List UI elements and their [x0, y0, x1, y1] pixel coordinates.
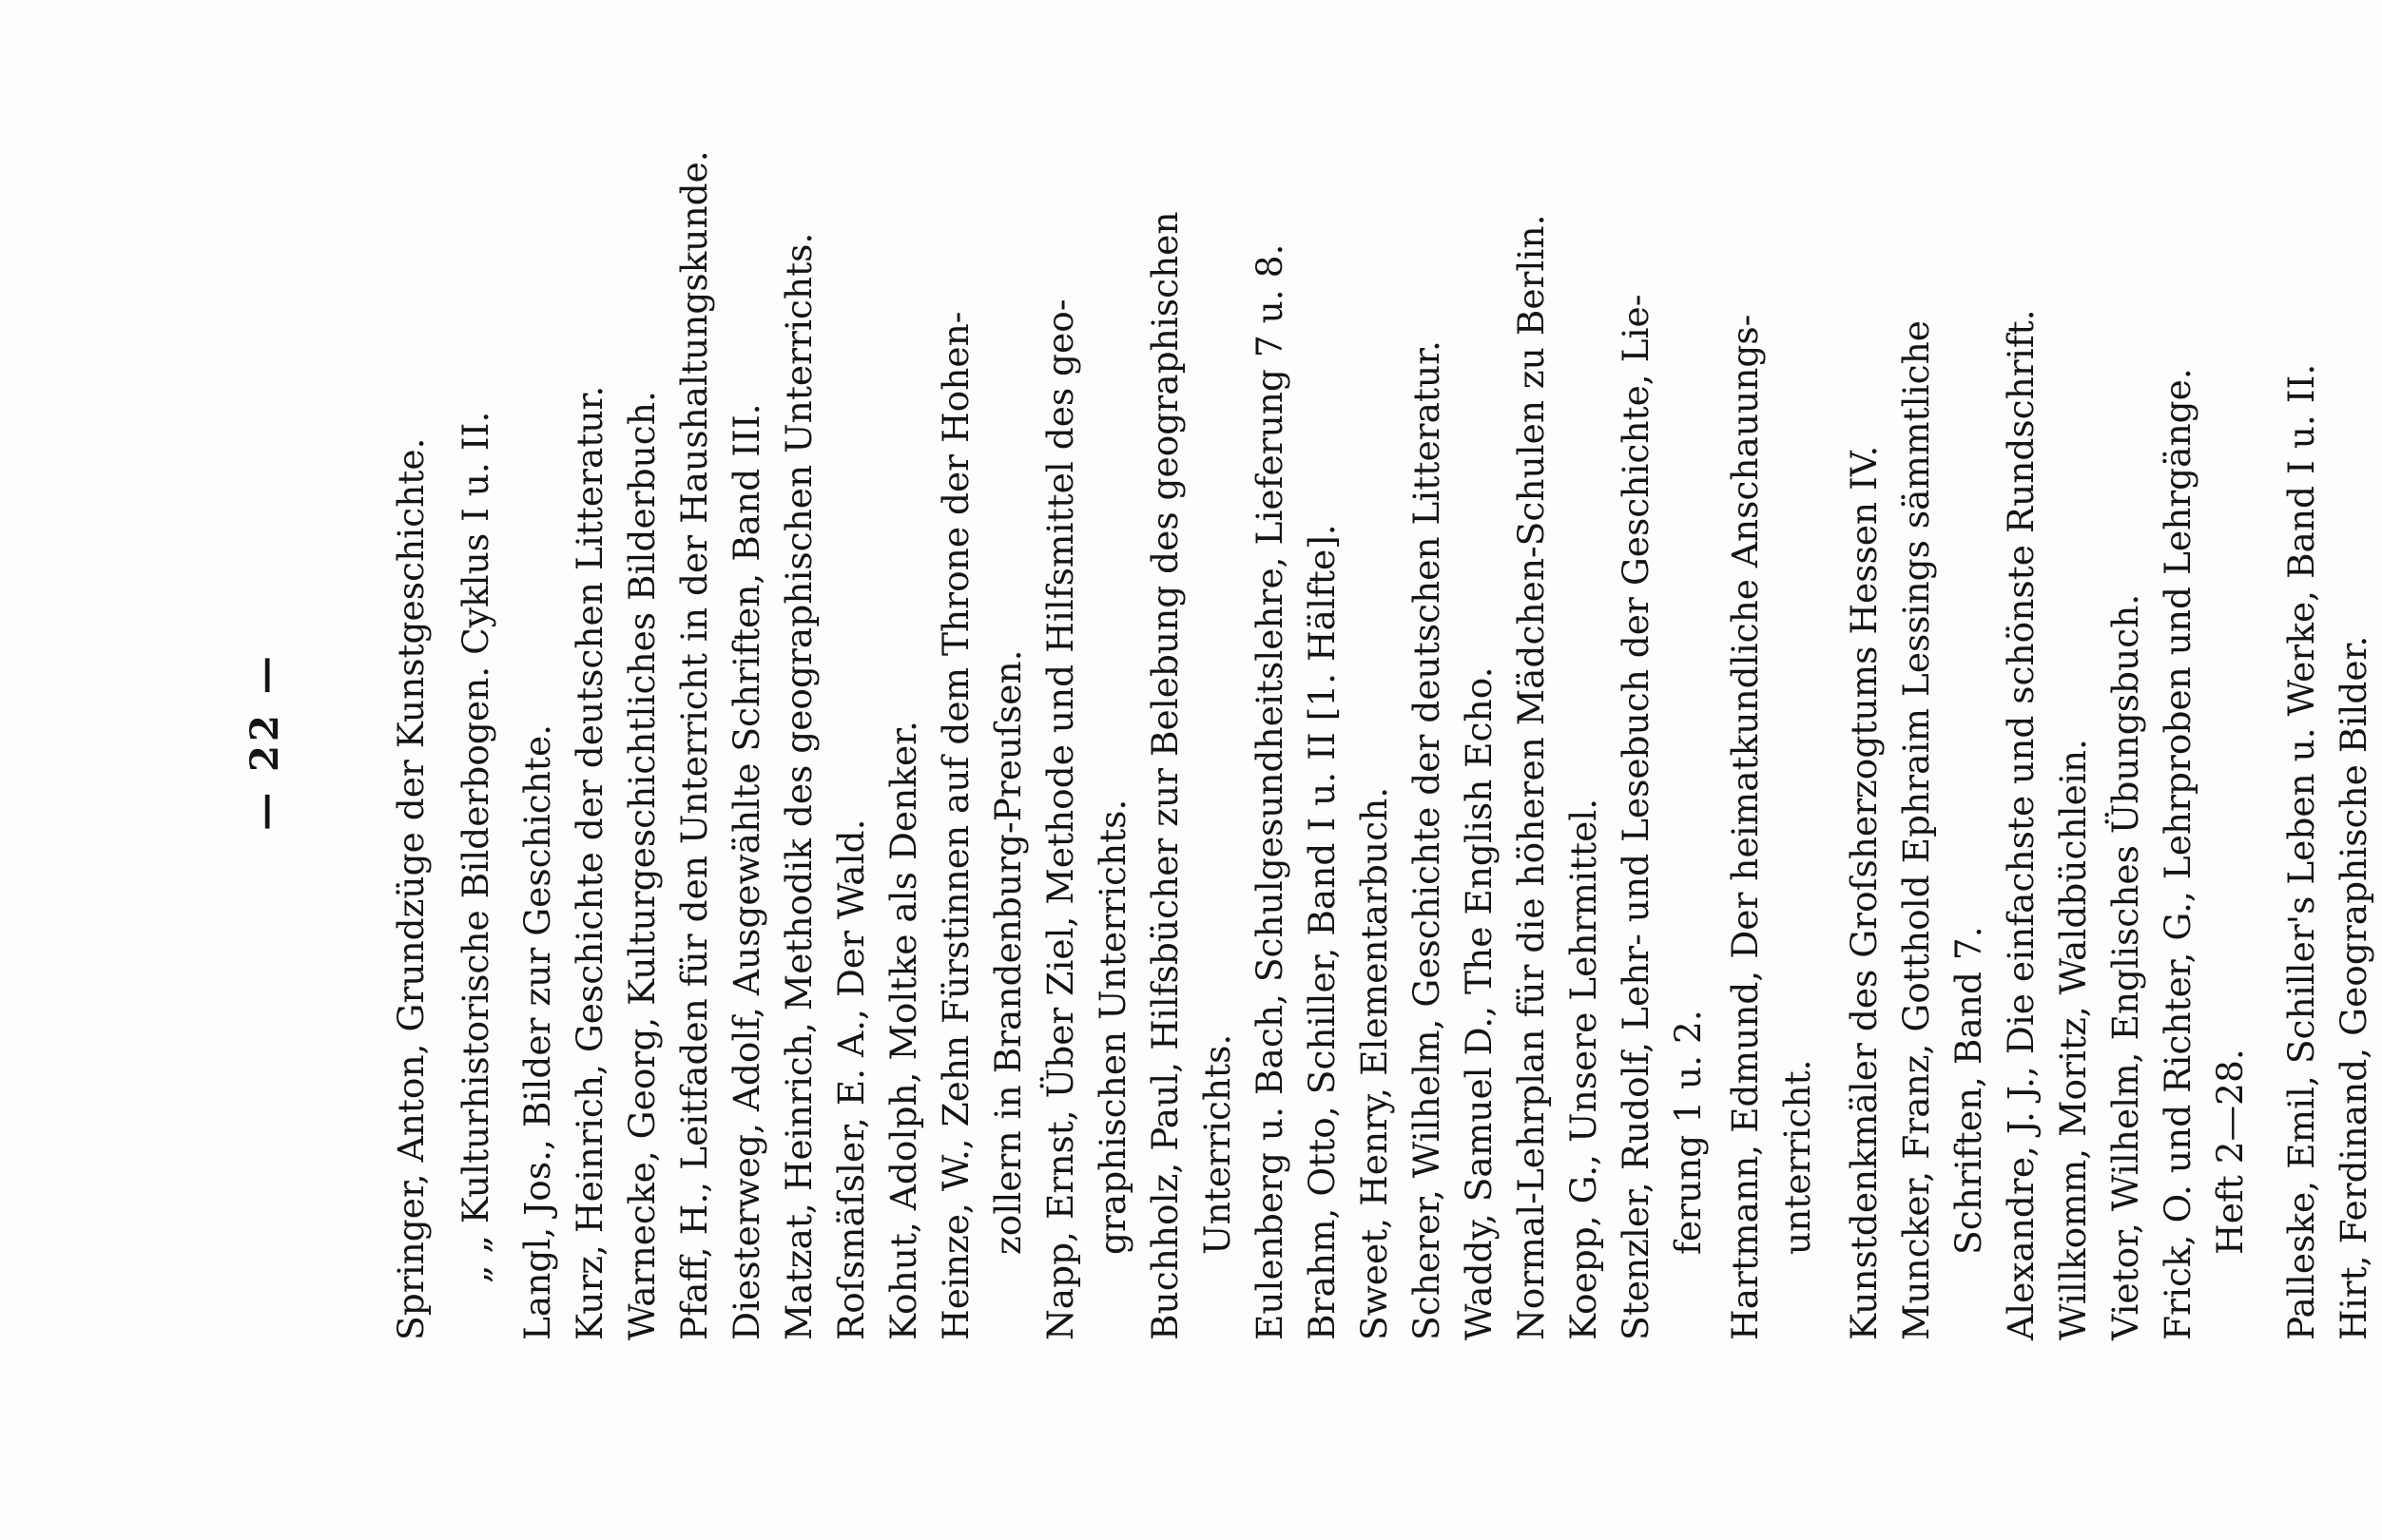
list-item	[930, 143, 1034, 1340]
entry-continuation: ferung 1 u. 2.	[1666, 1010, 1709, 1255]
page-number: — 22 —	[242, 652, 287, 831]
entry-text: Warnecke, Georg, Kulturgeschichtliches Bilderbuch.	[621, 391, 663, 1340]
entry-text: Roſsmäſsler, E. A., Der Wald.	[830, 818, 872, 1340]
list-item	[1244, 143, 1296, 1340]
entry-text: Brahm, Otto, Schiller, Band I u. II [1. Hälfte].	[1301, 524, 1343, 1340]
entry-text: Scherer, Wilhelm, Geschichte der deutschen Litteratur.	[1405, 340, 1447, 1340]
entry-text: Koepp, G., Unsere Lehrmittel.	[1562, 798, 1604, 1340]
entry-text: Waddy, Samuel D., The English Echo.	[1458, 666, 1500, 1340]
list-item	[450, 143, 502, 1340]
entry-text: Pfaff, H., Leitfaden für den Unterricht in der Haushaltungskunde.	[673, 150, 715, 1340]
list-item	[1610, 143, 1714, 1340]
list-item	[2328, 143, 2380, 1340]
entry-text: Hirt, Ferdinand, Geographische Bilder.	[2333, 635, 2374, 1340]
entry-text: Heinze, W., Zehn Fürstinnen auf dem Throne der Hohen-	[935, 311, 977, 1340]
entry-text: Kurz, Heinrich, Geschichte der deutschen Litteratur.	[569, 385, 610, 1340]
list-item	[1348, 143, 1401, 1340]
list-item	[1995, 143, 2047, 1340]
entry-text: „ „ Kulturhistorische Bilderbogen. Cyklus I u. II.	[455, 411, 496, 1283]
list-item	[1838, 143, 1890, 1340]
entry-text: Hartmann, Edmund, Der heimatkundliche Anschauungs-	[1724, 314, 1766, 1340]
entry-text: Frick, O. und Richter, G., Lehrproben und Lehrgänge.	[2157, 368, 2198, 1340]
entry-text: Muncker, Franz, Gotthold Ephraim Lessings sämmtliche	[1895, 320, 1937, 1340]
entry-text: Alexandre, J. J., Die einfachste und schönste Rundschrift.	[2000, 309, 2042, 1340]
entry-text: Palleske, Emil, Schiller's Leben u. Werke, Band I u. II.	[2280, 363, 2322, 1340]
rotated-text-block	[242, 143, 2374, 1340]
list-item	[385, 143, 437, 1340]
list-item	[564, 143, 616, 1340]
entry-text: Langl, Jos., Bilder zur Geschichte.	[516, 723, 558, 1340]
entry-text: Kunstdenkmäler des Groſsherzogtums Hessen IV.	[1843, 445, 1885, 1340]
list-item	[1558, 143, 1610, 1340]
list-item	[825, 143, 878, 1340]
entry-text: Normal-Lehrplan für die höheren Mädchen-Schulen zu Berlin.	[1510, 214, 1552, 1340]
entry-continuation: zollern in Brandenburg-Preuſsen.	[986, 649, 1029, 1255]
entry-text: Springer, Anton, Grundzüge der Kunstgeschichte.	[390, 437, 432, 1340]
entry-text: Stenzler, Rudolf, Lehr- und Lesebuch der Geschichte, Lie-	[1615, 294, 1656, 1340]
list-item	[1453, 143, 1505, 1340]
entry-continuation: Heft 2—28.	[2208, 1049, 2251, 1255]
list-item	[2152, 143, 2256, 1340]
list-item	[1035, 143, 1138, 1340]
list-item	[2047, 143, 2100, 1340]
list-item	[1719, 143, 1823, 1340]
entry-continuation: graphischen Unterrichts.	[1091, 799, 1133, 1255]
list-item	[721, 143, 773, 1340]
entry-continuation: Unterrichts.	[1195, 1033, 1238, 1255]
entry-text: Willkomm, Moritz, Waldbüchlein.	[2052, 739, 2094, 1340]
list-item	[1296, 143, 1348, 1340]
list-item	[878, 143, 930, 1340]
list-item	[512, 143, 564, 1340]
list-item	[668, 143, 721, 1340]
entry-text: Diesterweg, Adolf, Ausgewählte Schriften, Band III.	[726, 403, 767, 1340]
entry-continuation: Schriften, Band 7.	[1946, 926, 1989, 1255]
list-item	[1401, 143, 1453, 1340]
entry-text: Buchholz, Paul, Hilfsbücher zur Belebung des geographischen	[1144, 211, 1186, 1340]
list-item	[1890, 143, 1994, 1340]
entry-text: Matzat, Heinrich, Methodik des geographischen Unterrichts.	[778, 232, 820, 1340]
list-item	[1505, 143, 1558, 1340]
entry-text: Kohut, Adolph, Moltke als Denker.	[882, 721, 924, 1340]
list-item	[616, 143, 668, 1340]
entry-text: Vietor, Wilhelm, Englisches Übungsbuch.	[2104, 593, 2146, 1340]
list-item	[2100, 143, 2152, 1340]
entry-text: Sweet, Henry, Elementarbuch.	[1353, 786, 1395, 1340]
list-item	[773, 143, 825, 1340]
list-item	[1139, 143, 1243, 1340]
entry-text: Eulenberg u. Bach, Schulgesundheitslehre, Lieferung 7 u. 8.	[1249, 243, 1290, 1340]
list-item	[2275, 143, 2328, 1340]
entry-continuation: unterricht.	[1775, 1059, 1818, 1255]
entry-text: Napp, Ernst, Über Ziel, Methode und Hilfsmittel des geo-	[1039, 298, 1081, 1340]
